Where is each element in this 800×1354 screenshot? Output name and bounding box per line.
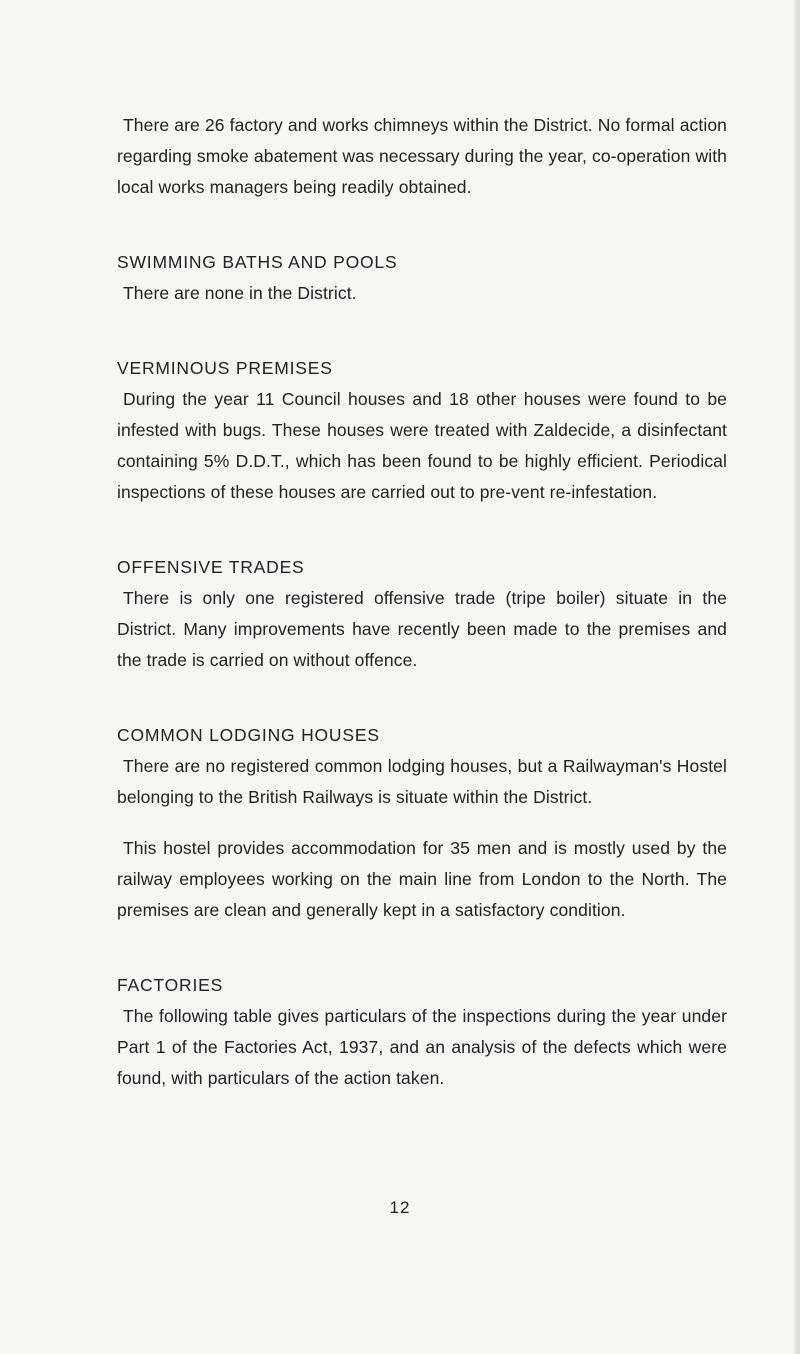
section-offensive-trades	[117, 552, 727, 676]
document-body	[117, 110, 727, 1094]
section-paragraph: There is only one registered offensive trade (tripe boiler) situate in the District. Many improvements have recently been made to the premises and the trade is carried on without offence.	[117, 588, 727, 670]
section-common-lodging-houses	[117, 720, 727, 926]
section-heading: OFFENSIVE TRADES	[117, 557, 305, 577]
section-paragraph: There are no registered common lodging houses, but a Railwayman's Hostel belonging to the British Railways is situate within the District.	[117, 756, 727, 807]
section-paragraph: This hostel provides accommodation for 35 men and is mostly used by the railway employees working on the main line from London to the North. The premises are clean and generally kept in a satisfactory condition.	[117, 838, 727, 920]
section-factories	[117, 970, 727, 1094]
section-gap	[117, 309, 727, 353]
section-heading: SWIMMING BATHS AND POOLS	[117, 252, 398, 272]
page-number: 12	[389, 1198, 411, 1217]
section-gap	[117, 926, 727, 970]
section-swimming-baths	[117, 247, 727, 309]
paragraph-gap	[117, 813, 727, 833]
section-heading: FACTORIES	[117, 975, 224, 995]
page-edge	[794, 0, 800, 1354]
intro-paragraph: There are 26 factory and works chimneys within the District. No formal action regarding smoke abatement was necessary during the year, co-operation with local works managers being readily obtained.	[117, 115, 727, 197]
section-gap	[117, 508, 727, 552]
section-heading: VERMINOUS PREMISES	[117, 358, 333, 378]
section-paragraph: There are none in the District.	[123, 283, 357, 303]
section-gap	[117, 203, 727, 247]
section-paragraph: During the year 11 Council houses and 18 other houses were found to be infested with bugs. These houses were treated with Zaldecide, a disinfectant containing 5% D.D.T., which has been found to be highly efficient. Periodical inspections of these houses are carried out to pre-vent re-infestation.	[117, 389, 727, 502]
section-paragraph: The following table gives particulars of the inspections during the year under Part 1 of the Factories Act, 1937, and an analysis of the defects which were found, with particulars of the action taken.	[117, 1006, 727, 1088]
section-heading: COMMON LODGING HOUSES	[117, 725, 380, 745]
section-gap	[117, 676, 727, 720]
section-verminous-premises	[117, 353, 727, 508]
